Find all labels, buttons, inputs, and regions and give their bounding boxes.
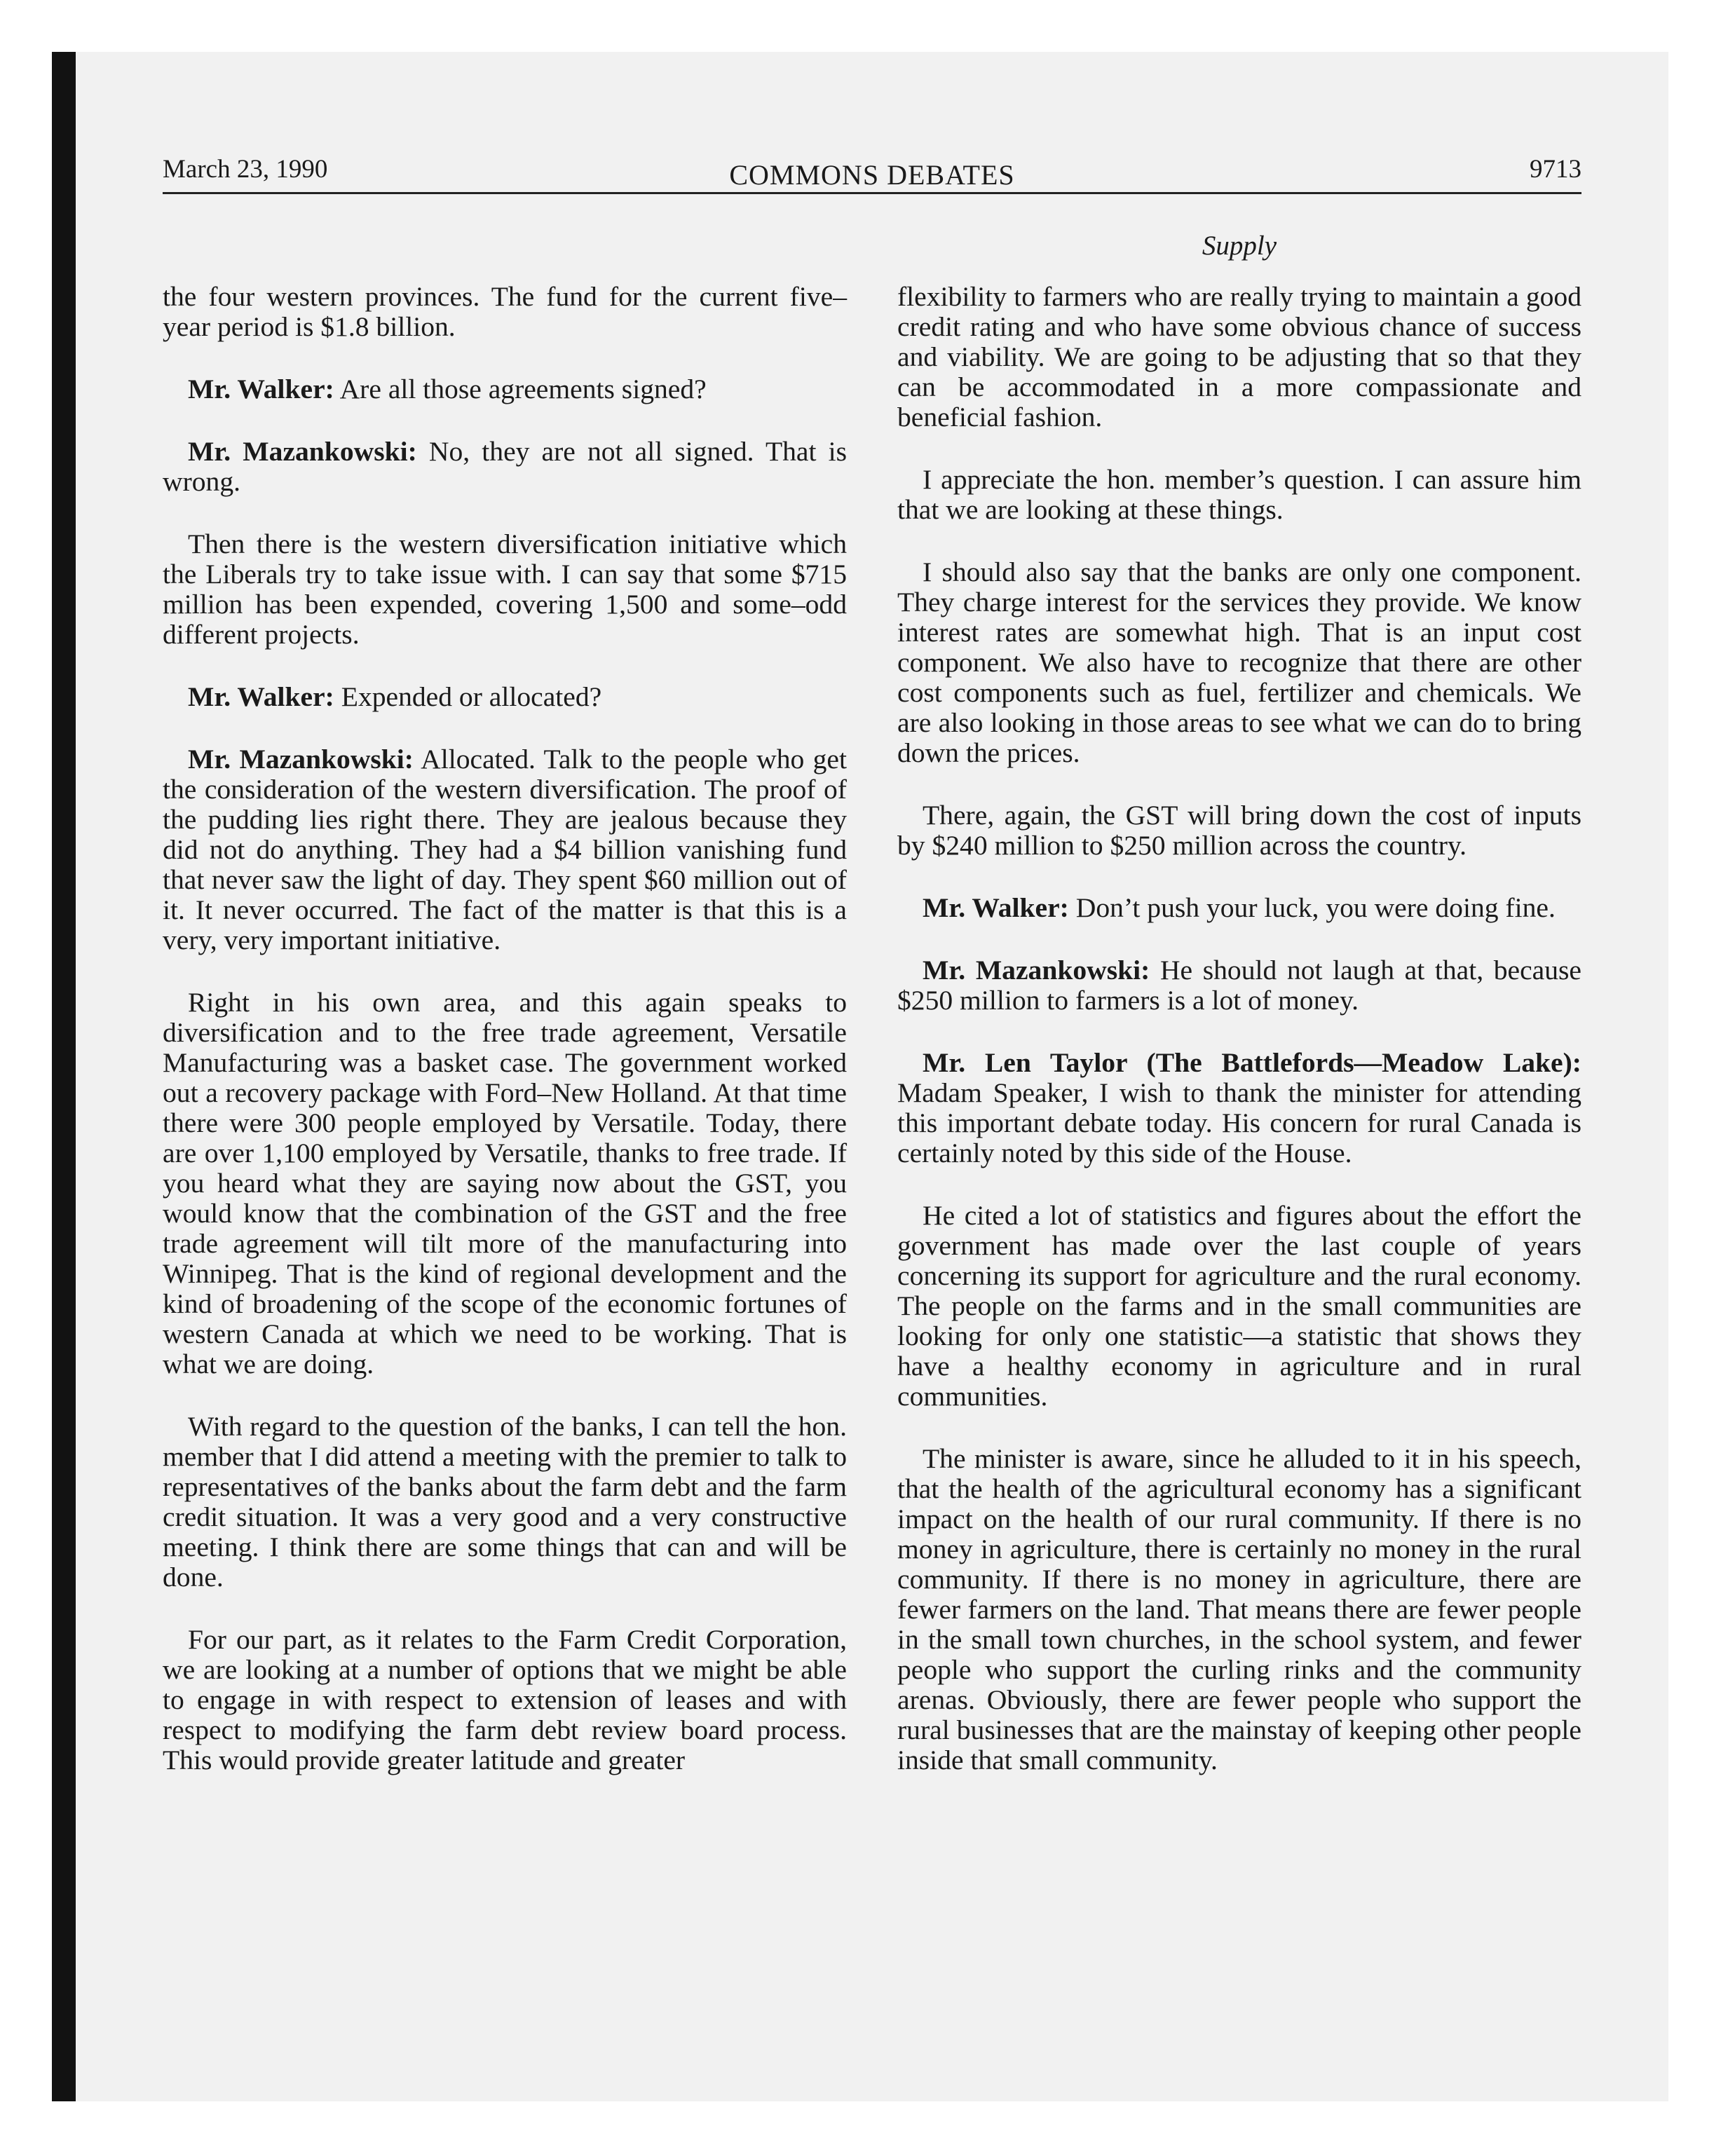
paragraph bbox=[897, 955, 1581, 1016]
speaker-name: Mr. Walker: bbox=[188, 681, 334, 712]
header-rule bbox=[163, 192, 1581, 194]
paragraph bbox=[163, 374, 847, 404]
paragraph bbox=[163, 682, 847, 712]
paragraph-text: Madam Speaker, I wish to thank the minister for attending this important debate today. His concern for rural Canada is certainly noted by this side of the House. bbox=[897, 1077, 1581, 1168]
paragraph bbox=[897, 282, 1581, 432]
paragraph-text: With regard to the question of the banks, I can tell the hon. member that I did attend a meeting with the premier to talk to representatives of the banks about the farm debt and the farm credit situation. It was a very good and a very constructive meeting. I think there are some things that can and will be done. bbox=[163, 1411, 847, 1592]
paragraph-text: He cited a lot of statistics and figures about the effort the government has made over the last couple of years concerning its support for agriculture and the rural economy. The people on the farms and in the small communities are looking for only one statistic—a statistic that shows they have a healthy economy in agriculture and in rural communities. bbox=[897, 1200, 1581, 1412]
paragraph-text: Allocated. Talk to the people who get the consideration of the western diversification. The proof of the pudding lies right there. They are jealous because they did not do anything. They had a $4 billion vanishing fund that never saw the light of day. They spent $60 million out of it. It never occurred. The fact of the matter is that this is a very, very important initiative. bbox=[163, 744, 847, 955]
page-header bbox=[163, 149, 1581, 191]
page-number: 9713 bbox=[1530, 155, 1581, 184]
paragraph-text: For our part, as it relates to the Farm Credit Corporation, we are looking at a number of options that we might be able to engage in with respect to extension of leases and with respect to modifying the farm debt review board process. This would provide greater latitude and greater bbox=[163, 1624, 847, 1775]
paragraph-text: Right in his own area, and this again speaks to diversification and to the free trade agreement, Versatile Manufacturing was a basket case. The government worked out a recovery package with Ford–New Holland. At that time there were 300 people employed by Versatile. Today, there are over 1,100 employed by Versatile, thanks to free trade. If you heard what they are saying now about the GST, you would know that the combination of the GST and the free trade agreement will tilt more of the manufacturing into Winnipeg. That is the kind of regional development and the kind of broadening of the scope of the economic fortunes of western Canada at which we need to be working. That is what we are doing. bbox=[163, 987, 847, 1379]
speaker-name: Mr. Mazankowski: bbox=[188, 436, 417, 467]
paragraph-text: The minister is aware, since he alluded to it in his speech, that the health of the agricultural economy has a significant impact on the health of our rural community. If there is no money in agriculture, there is certainly no money in the rural community. If there is no money in agriculture, there are fewer farmers on the land. That means there are fewer people in the small town churches, in the school system, and fewer people who support the curling rinks and the community arenas. Obviously, there are fewer people who support the rural businesses that are the mainstay of keeping other people inside that small community. bbox=[897, 1443, 1581, 1775]
paragraph-text: No, they are not all signed. That is wrong. bbox=[163, 436, 847, 497]
paragraph bbox=[897, 465, 1581, 525]
paragraph bbox=[163, 1412, 847, 1592]
paragraph bbox=[897, 1048, 1581, 1168]
header-date: March 23, 1990 bbox=[163, 155, 328, 184]
left-column bbox=[163, 282, 847, 1808]
section-title: Supply bbox=[1202, 231, 1277, 261]
paragraph bbox=[163, 529, 847, 650]
speaker-name: Mr. Walker: bbox=[923, 892, 1069, 923]
paragraph bbox=[897, 893, 1581, 923]
paragraph bbox=[897, 1444, 1581, 1775]
paragraph-text: Expended or allocated? bbox=[341, 681, 602, 712]
header-title: COMMONS DEBATES bbox=[729, 159, 1015, 191]
paragraph-text: Then there is the western diversification initiative which the Liberals try to take issue with. I can say that some $715 million has been expended, covering 1,500 and some–odd different projects. bbox=[163, 528, 847, 650]
paragraph bbox=[897, 1201, 1581, 1412]
paragraph bbox=[897, 800, 1581, 861]
right-column bbox=[897, 282, 1581, 1808]
paragraph-text: flexibility to farmers who are really trying to maintain a good credit rating and who have some obvious chance of success and viability. We are going to be adjusting that so that they can be accommodated in a more compassionate and beneficial fashion. bbox=[897, 281, 1581, 432]
paragraph bbox=[163, 1625, 847, 1775]
paragraph bbox=[897, 557, 1581, 768]
paragraph-text: There, again, the GST will bring down the cost of inputs by $240 million to $250 million across the country. bbox=[897, 800, 1581, 861]
paragraph-text: Don’t push your luck, you were doing fine. bbox=[1075, 892, 1556, 923]
paragraph bbox=[163, 282, 847, 342]
paragraph-text: I should also say that the banks are only one component. They charge interest for the services they provide. We know interest rates are somewhat high. That is an input cost component. We also have to recognize that there are other cost components such as fuel, fertilizer and chemicals. We are also looking in those areas to see what we can do to bring down the prices. bbox=[897, 557, 1581, 768]
speaker-name: Mr. Walker: bbox=[188, 374, 334, 404]
paragraph-text: Are all those agreements signed? bbox=[339, 374, 707, 404]
speaker-name: Mr. Len Taylor (The Battlefords—Meadow Lake): bbox=[923, 1047, 1581, 1078]
paragraph-text: He should not laugh at that, because $250 million to farmers is a lot of money. bbox=[897, 955, 1581, 1016]
binding-edge bbox=[52, 52, 76, 2101]
speaker-name: Mr. Mazankowski: bbox=[923, 955, 1150, 985]
paragraph-text: I appreciate the hon. member’s question. I can assure him that we are looking at these things. bbox=[897, 464, 1581, 525]
paragraph bbox=[163, 744, 847, 955]
speaker-name: Mr. Mazankowski: bbox=[188, 744, 414, 775]
paragraph-text: the four western provinces. The fund for the current five–year period is $1.8 billion. bbox=[163, 281, 847, 342]
paragraph bbox=[163, 437, 847, 497]
paragraph bbox=[163, 988, 847, 1379]
